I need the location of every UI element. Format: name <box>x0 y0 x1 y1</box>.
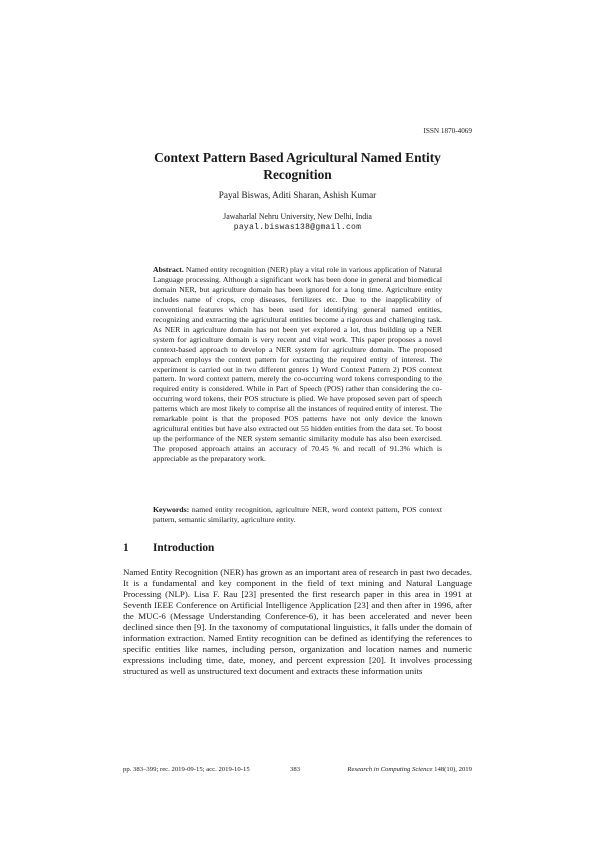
affiliation-block <box>123 212 472 233</box>
section-title: Introduction <box>153 542 215 554</box>
author-list: Payal Biswas, Aditi Sharan, Ashish Kumar <box>218 190 377 200</box>
paper-title: Context Pattern Based Agricultural Named Entity Recognition <box>154 150 441 182</box>
section-heading <box>123 542 214 554</box>
footer-journal: Research in Computing Science <box>347 766 433 773</box>
footer-journal-info <box>347 766 472 773</box>
keywords-label: Keywords: <box>153 505 190 514</box>
footer-page-number: 383 <box>290 766 301 773</box>
abstract <box>153 265 442 464</box>
abstract-text: Named entity recognition (NER) play a vital role in various application of Natural Language processing. Although a significant work has been done in general and biomedical domain NER, but agriculture domain has been ignored for a long time. Agriculture entity includes name of crops, crop diseases, fertilizers etc. Due to the inapplicability of conventional features which has been used for identifying general named entities, recognizing and extracting the agricultural entities become a rigorous and challenging task. As NER in agriculture domain has not been yet explored a lot, thus building up a NER system for agriculture domain is very recent and vital work. This paper proposes a novel context-based approach to develop a NER system for agriculture domain. The proposed approach employs the context pattern for extracting the required entity of interest. The experiment is carried out in two different genres 1) Word Context Pattern 2) POS context pattern. In word context pattern, merely the co-occurring word tokens corresponding to the required entity is considered. While in Part of Speech (POS) rather than considering the co-occurring word tokens, their POS structure is plied. We have proposed seven part of speech patterns which are most likely to comprise all the instances of required entity of interest. The remarkable point is that the proposed POS patterns have not only device the known agricultural entities but have also extracted out 55 hidden entities from the data set. To boost up the performance of the NER system semantic similarity module has also been exercised. The proposed approach attains an accuracy of 70.45 % and recall of 91.3% which is appreciable as the preparatory work. <box>153 265 443 464</box>
abstract-label: Abstract. <box>153 265 184 274</box>
author-email[interactable]: payal.biswas138@gmail.com <box>233 222 362 232</box>
keywords-text: named entity recognition, agriculture NER, word context pattern, POS context pattern, semantic similarity, agriculture entity. <box>153 505 443 524</box>
section-body: Named Entity Recognition (NER) has grown as an important area of research in past two decades. It is a fundamental and key component in the field of text mining and Natural Language Processing (NLP). Lisa F. Rau [23] presented the first research paper in this area in 1991 at Seventh IEEE Conference on Artificial Intelligence Application [23] and then after in 1996, after the MUC-6 (Message Understanding Conference-6), it has been accelerated and never been declined since then [9]. In the taxonomy of computational linguistics, it falls under the domain of information extraction. Named Entity recognition can be defined as identifying the references to specific entities like names, including person, organization and location names and numeric expressions including time, date, money, and percent expression [20]. It involves processing structured as well as unstructured text document and extracts these information units <box>123 567 472 677</box>
affiliation: Jawaharlal Nehru University, New Delhi, India <box>223 212 372 221</box>
section-number: 1 <box>123 542 129 554</box>
footer-volume: 148(10), 2019 <box>434 766 472 773</box>
footer-pages: pp. 383–399; rec. 2019-09-15; acc. 2019-10-15 <box>123 766 250 773</box>
keywords <box>153 505 442 525</box>
issn-label: ISSN 1870-4069 <box>423 127 472 135</box>
